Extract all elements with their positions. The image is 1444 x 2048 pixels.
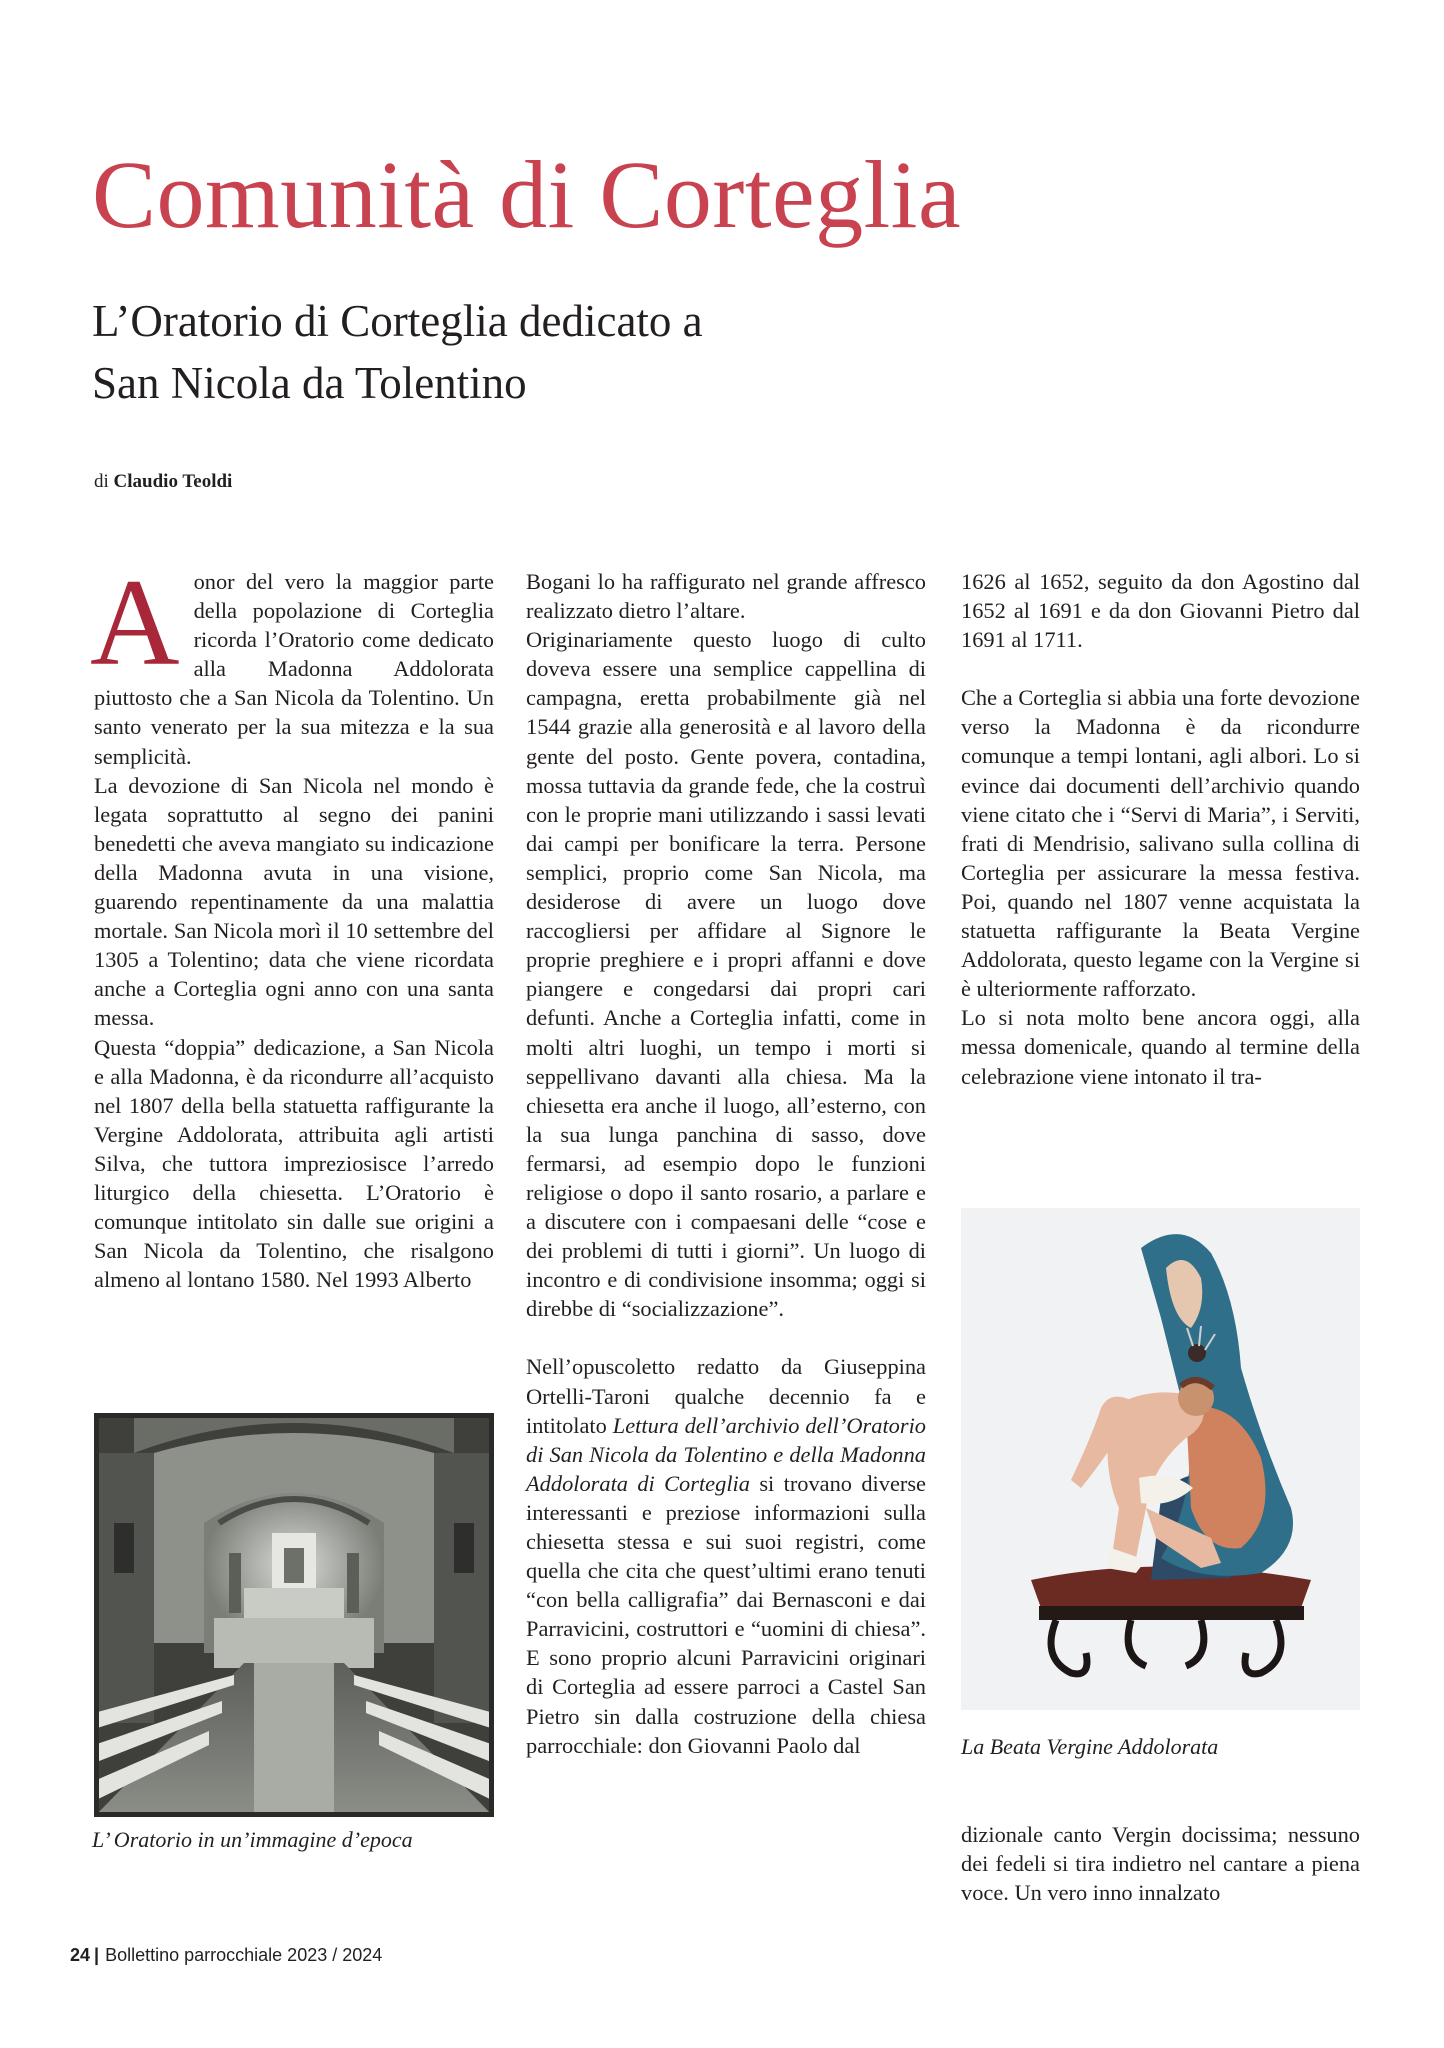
page-number: 24 (70, 1945, 91, 1965)
page-title: Comunità di Corteglia (92, 141, 962, 248)
paragraph-text: onor del vero la maggior parte della popolazione di Corteglia ricorda l’Oratorio come dedicato alla Madonna Addolorata piuttosto che a San Nicola da Tolentino. Un santo venerato per la sua mitezza e la sua semplicità. (94, 569, 494, 769)
paragraph (526, 1352, 926, 1759)
page-footer (70, 1944, 382, 1966)
addolorata-statue-photo (961, 1208, 1360, 1710)
subtitle-line-1: L’Oratorio di Corteglia dedicato a (92, 296, 703, 346)
byline (94, 470, 232, 494)
article-column-2 (526, 567, 926, 1760)
publication-name: Bollettino parrocchiale 2023 / 2024 (105, 1945, 383, 1965)
paragraph-text: si trovano diverse interessanti e preziose informazioni sulla chiesetta stessa e sui suoi registri, come quella che cita che quest’ultimi erano tenuti “con bella calligrafia” dai Bernasconi e dai Parravicini, costruttori e “uomini di chiesa”. E sono proprio alcuni Parravicini originari di Corteglia ad essere parroci a Castel San Pietro sin dalla costruzione della chiesa parrocchiale: don Giovanni Paolo dal (526, 1470, 926, 1758)
article-subtitle (92, 290, 992, 414)
paragraph: Bogani lo ha raffigurato nel grande affresco realizzato dietro l’altare. (526, 569, 926, 624)
paragraph: 1626 al 1652, seguito da don Agostino dal 1652 al 1691 e da don Giovanni Pietro dal 1691 al 1711. (961, 569, 1360, 653)
drop-cap: A (90, 554, 180, 691)
footer-separator: | (94, 1945, 100, 1965)
paragraph: Originariamente questo luogo di culto doveva essere una semplice cappellina di campagna, eretta probabilmente già nel 1544 grazie alla generosità e al lavoro della gente del posto. Gente povera, contadina, mossa tuttavia da grande fede, che la costruì con le proprie mani utilizzando i sassi levati dai campi per bonificare la terra. Persone semplici, proprio come San Nicola, ma desiderose di avere un luogo dove raccogliersi per affidare al Signore le proprie preghiere e i propri affanni e dove piangere e congedarsi dai propri cari defunti. Anche a Corteglia infatti, come in molti altri luoghi, un tempo i morti si seppellivano davanti alla chiesa. Ma la chiesetta era anche il luogo, all’esterno, con la sua lunga panchina di sasso, dove fermarsi, ad esempio dopo le funzioni religiose o dopo il santo rosario, a parlare e a discutere con i compaesani delle “cose e dei problemi di tutti i giorni”. Un luogo di incontro e di condivisione insomma; oggi si direbbe di “socializzazione”. (526, 627, 926, 1322)
article-column-3 (961, 567, 1360, 1091)
paragraph-text: Nell’opuscoletto redatto da Giuseppina Ortelli-Taroni qualche decennio fa e intitolato (526, 1354, 926, 1438)
oratorio-interior-photo (94, 1413, 494, 1817)
booklet-title: Lettura dell’archivio dell’Oratorio di San Nicola da Tolentino e della Madonna Addolorata di Corteglia (526, 1412, 926, 1496)
paragraph: dizionale canto Vergin docissima; nessuno dei fedeli si tira indietro nel cantare a piena voce. Un vero inno innalzato (961, 1822, 1360, 1906)
oratorio-interior-illustration (94, 1413, 494, 1817)
paragraph (90, 554, 494, 771)
paragraph: Che a Corteglia si abbia una forte devozione verso la Madonna è da ricondurre comunque a tempi lontani, agli albori. Lo si evince dai documenti dell’archivio quando viene citato che i “Servi di Maria”, i Serviti, frati di Mendrisio, salivano sulla collina di Corteglia per assicurare la messa festiva. Poi, quando nel 1807 venne acquistata la statuetta raffigurante la Beata Vergine Addolorata, questo legame con la Vergine si è ulteriormente rafforzato. (961, 685, 1360, 1002)
statue-illustration (961, 1208, 1360, 1710)
article-column-3-continued (961, 1820, 1360, 1907)
photo2-caption: La Beata Vergine Addolorata (961, 1734, 1219, 1759)
author-name: Claudio Teoldi (113, 471, 233, 492)
subtitle-line-2: San Nicola da Tolentino (92, 358, 527, 408)
paragraph: Lo si nota molto bene ancora oggi, alla messa domenicale, quando al termine della celebrazione viene intonato il tra- (961, 1005, 1360, 1089)
article-column-1 (90, 554, 494, 1294)
paragraph: Questa “doppia” dedicazione, a San Nicola e alla Madonna, è da ricondurre all’acquisto nel 1807 della bella statuetta raffigurante la Vergine Addolorata, attribuita agli artisti Silva, che tuttora impreziosisce l’arredo liturgico della chiesetta. L’Oratorio è comunque intitolato sin dalle sue origini a San Nicola da Tolentino, che risalgono almeno al lontano 1580. Nel 1993 Alberto (94, 1034, 494, 1293)
byline-prefix: di (94, 471, 109, 492)
photo1-caption: L’ Oratorio in un’immagine d’epoca (92, 1827, 413, 1852)
paragraph: La devozione di San Nicola nel mondo è legata soprattutto al segno dei panini benedetti che aveva mangiato su indicazione della Madonna avuta in una visione, guarendo repentinamente da una malattia mortale. San Nicola morì il 10 settembre del 1305 a Tolentino; data che viene ricordata anche a Corteglia ogni anno con una santa messa. (94, 772, 494, 1031)
